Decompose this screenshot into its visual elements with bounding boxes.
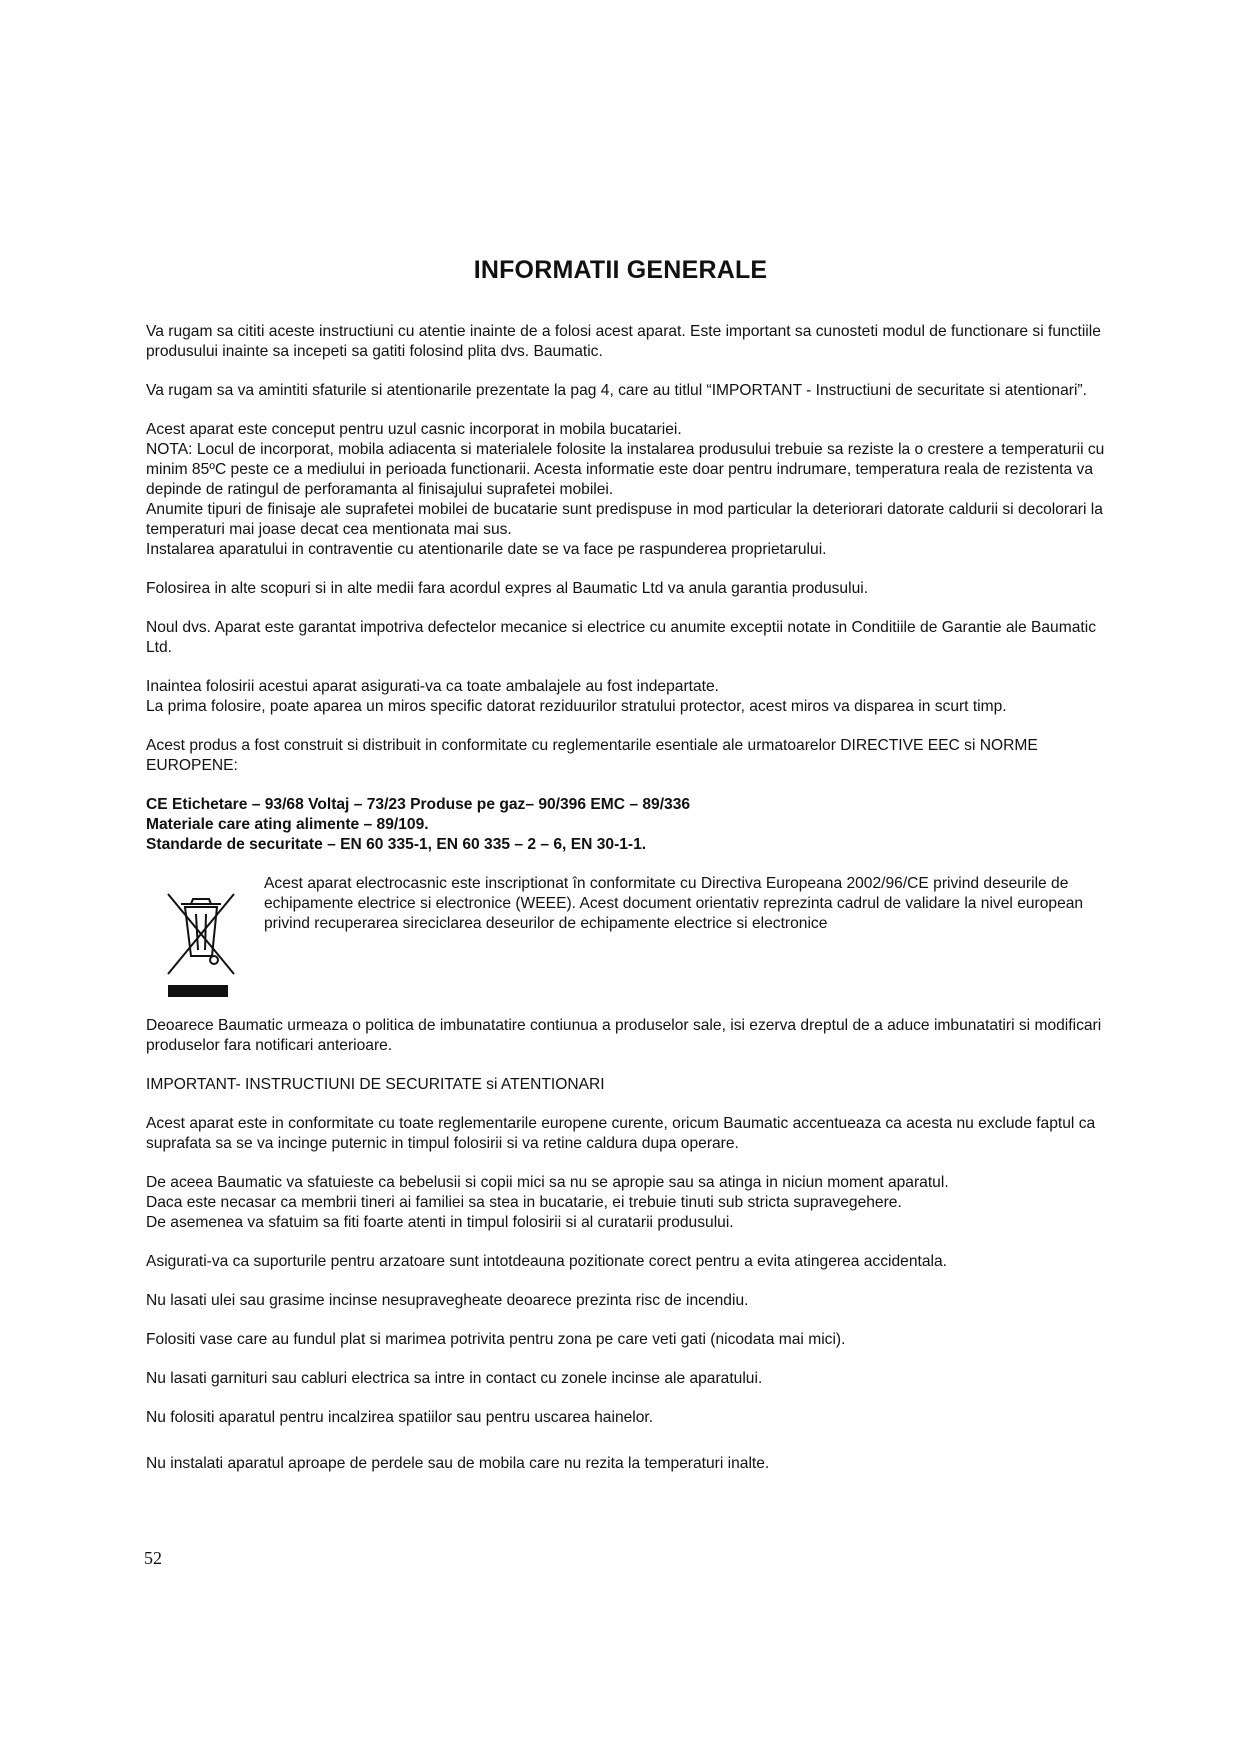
warranty-usage-paragraph: Folosirea in alte scopuri si in alte medii fara acordul expres al Baumatic Ltd va anula garantia produsului. [146,580,869,597]
directives-intro: Acest produs a fost construit si distribuit in conformitate cu reglementarile esentiale ale urmatoarelor DIRECTIVE EEC si NORME EUROPENE: [146,737,1038,774]
crossed-out-wheelie-bin-icon [146,874,264,1002]
packaging-line: Inaintea folosirii acestui aparat asigurati-va ca toate ambalajele au fost indepartate. [146,678,719,695]
cleaning-line: De asemenea va sfatuim sa fiti foarte atenti in timpul folosirii si al curatarii produsului. [146,1214,734,1231]
document-body [146,322,1106,1493]
finish-line: Anumite tipuri de finisaje ale suprafetei mobilei de bucatarie sunt predispuse in mod particular la deteriorari datorate caldurii si decolorari la temperaturi mai joase decat cea mentionata mai sus. [146,501,1103,538]
weee-section [146,874,1106,1002]
conformity-paragraph: Acest aparat este in conformitate cu toate reglementarile europene curente, oricum Baumatic accentueaza ca acesta nu exclude faptul ca suprafata sa se va incinge puternic in timpul folosirii si va retine caldura dupa operare. [146,1115,1096,1152]
oil-warning-paragraph: Nu lasati ulei sau grasime incinse nesupravegheate deoarece prezinta risc de incendiu. [146,1292,749,1309]
first-use-line: La prima folosire, poate aparea un miros specific datorat reziduurilor stratului protector, acest miros va disparea in scurt timp. [146,698,1007,715]
installation-line: Instalarea aparatului in contraventie cu atentionarile date se va face pe raspunderea proprietarului. [146,541,827,558]
weee-text: Acest aparat electrocasnic este inscriptionat în conformitate cu Directiva Europeana 2002/96/CE privind deseurile de echipamente electrice si electronice (WEEE). Acest document orientativ reprezinta cadrul de validare la nivel european privind recuperarea sireciclarea deseurilor de echipamente electrice si electronice [264,875,1084,932]
usage-line: Acest aparat este conceput pentru uzul casnic incorporat in mobila bucatariei. [146,421,682,438]
directive-line: Standarde de securitate – EN 60 335-1, EN 60 335 – 2 – 6, EN 30-1-1. [146,836,647,853]
safety-reminder-paragraph: Va rugam sa va amintiti sfaturile si atentionarile prezentate la pag 4, care au titlul “IMPORTANT - Instructiuni de securitate si atentionari”. [146,382,1087,399]
heating-paragraph: Nu folositi aparatul pentru incalzirea spatiilor sau pentru uscarea hainelor. [146,1409,654,1426]
improvement-paragraph: Deoarece Baumatic urmeaza o politica de imbunatatire contiunua a produselor sale, isi ezerva dreptul de a aduce imbunatatiri si modificari produselor fara notificari anterioare. [146,1017,1102,1054]
cookware-paragraph: Folositi vase care au fundul plat si marimea potrivita pentru zona pe care veti gati (nicodata mai mici). [146,1331,846,1348]
warranty-paragraph: Noul dvs. Aparat este garantat impotriva defectelor mecanice si electrice cu anumite exceptii notate in Conditiile de Garantie ale Baumatic Ltd. [146,619,1096,656]
page-number: 52 [144,1548,162,1568]
supervision-line: Daca este necasar ca membrii tineri ai familiei sa stea in bucatarie, ei trebuie tinuti sub stricta supravegehere. [146,1194,902,1211]
burner-support-paragraph: Asigurati-va ca suporturile pentru arzatoare sunt intotdeauna pozitionate corect pentru a evita atingerea accidentala. [146,1253,947,1270]
cables-paragraph: Nu lasati garnituri sau cabluri electrica sa intre in contact cu zonele incinse ale aparatului. [146,1370,763,1387]
page-title: INFORMATII GENERALE [473,256,768,284]
directive-line: Materiale care ating alimente – 89/109. [146,816,429,833]
intro-paragraph: Va rugam sa cititi aceste instructiuni cu atentie inainte de a folosi acest aparat. Este important sa cunosteti modul de functionare si functiile produsului inainte sa incepeti sa gatiti folosind plita dvs. Baumatic. [146,323,1101,360]
curtains-paragraph: Nu instalati aparatul aproape de perdele sau de mobila care nu rezita la temperaturi inalte. [146,1455,770,1472]
directive-line: CE Etichetare – 93/68 Voltaj – 73/23 Produse pe gaz– 90/396 EMC – 89/336 [146,796,691,813]
safety-heading: IMPORTANT- INSTRUCTIUNI DE SECURITATE si ATENTIONARI [146,1076,605,1093]
children-line: De aceea Baumatic va sfatuieste ca bebelusii si copii mici sa nu se apropie sau sa atinga in niciun moment aparatul. [146,1174,949,1191]
note-line: NOTA: Locul de incorporat, mobila adiacenta si materialele folosite la instalarea produsului trebuie sa reziste la o crestere a temperaturii cu minim 85ºC peste ce a mediului in perioada functionarii. Acesta informatie este doar pentru indrumare, temperatura reala de rezistenta va depinde de ratingul de perforamanta al finisajului suprafetei mobilei. [146,441,1105,498]
